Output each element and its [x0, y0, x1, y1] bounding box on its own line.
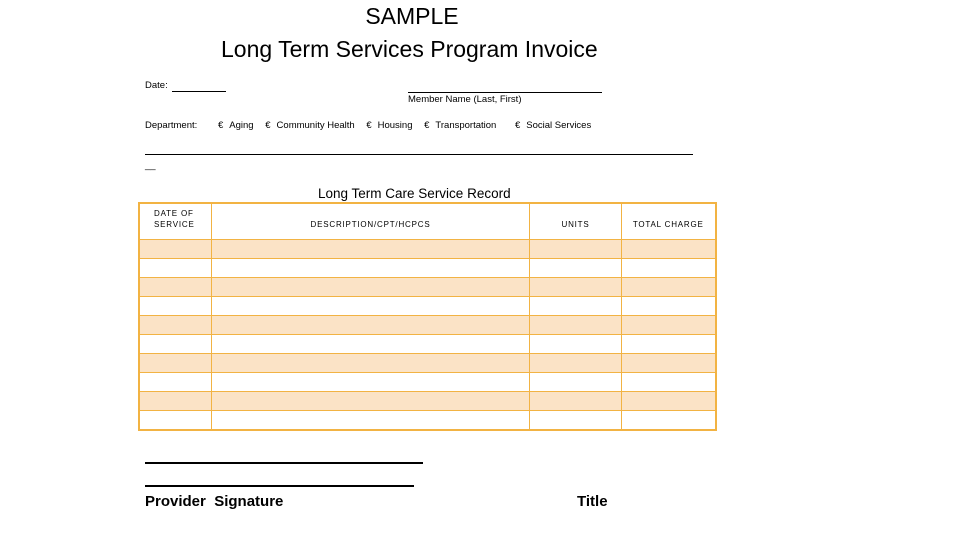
- dept-option-label: Aging: [229, 120, 254, 131]
- total-charge-cell[interactable]: [622, 335, 716, 354]
- col-header-units: UNITS: [530, 203, 622, 240]
- units-cell[interactable]: [530, 240, 622, 259]
- col-header-description: DESCRIPTION/CPT/HCPCS: [212, 203, 530, 240]
- table-row: [139, 411, 716, 431]
- units-cell[interactable]: [530, 259, 622, 278]
- provider-signature-label: Provider Signature: [145, 493, 284, 510]
- total-charge-cell[interactable]: [622, 354, 716, 373]
- total-charge-cell[interactable]: [622, 411, 716, 431]
- date-cell[interactable]: [139, 297, 212, 316]
- title-label: Title: [577, 493, 608, 510]
- col-header-date: DATE OF SERVICE: [139, 203, 212, 240]
- member-name-caption: Member Name (Last, First): [408, 94, 522, 105]
- stray-underscore: __: [145, 160, 156, 171]
- checkbox-icon[interactable]: €: [218, 120, 224, 131]
- table-row: [139, 297, 716, 316]
- description-cell[interactable]: [212, 259, 530, 278]
- units-cell[interactable]: [530, 392, 622, 411]
- dept-option-aging[interactable]: [218, 120, 254, 131]
- table-row: [139, 278, 716, 297]
- table-header-row: [139, 203, 716, 240]
- total-charge-cell[interactable]: [622, 240, 716, 259]
- table-row: [139, 240, 716, 259]
- sample-heading: SAMPLE: [365, 3, 459, 29]
- total-charge-cell[interactable]: [622, 259, 716, 278]
- units-cell[interactable]: [530, 316, 622, 335]
- col-header-total-charge: TOTAL CHARGE: [622, 203, 716, 240]
- description-cell[interactable]: [212, 411, 530, 431]
- date-cell[interactable]: [139, 240, 212, 259]
- dept-option-transportation[interactable]: [424, 120, 496, 131]
- dept-option-label: Community Health: [276, 120, 355, 131]
- table-row: [139, 335, 716, 354]
- total-charge-cell[interactable]: [622, 297, 716, 316]
- date-blank[interactable]: [172, 80, 226, 92]
- description-cell[interactable]: [212, 335, 530, 354]
- dept-option-social-services[interactable]: [515, 120, 591, 131]
- description-cell[interactable]: [212, 278, 530, 297]
- total-charge-cell[interactable]: [622, 278, 716, 297]
- member-name-line[interactable]: [408, 92, 602, 93]
- checkbox-icon[interactable]: €: [366, 120, 372, 131]
- checkbox-icon[interactable]: €: [514, 120, 521, 131]
- table-row: [139, 373, 716, 392]
- total-charge-cell[interactable]: [622, 392, 716, 411]
- description-cell[interactable]: [212, 240, 530, 259]
- units-cell[interactable]: [530, 297, 622, 316]
- dept-option-label: Transportation: [435, 120, 497, 131]
- date-cell[interactable]: [139, 278, 212, 297]
- description-cell[interactable]: [212, 354, 530, 373]
- description-cell[interactable]: [212, 373, 530, 392]
- dept-option-label: Social Services: [526, 120, 592, 131]
- date-cell[interactable]: [139, 335, 212, 354]
- date-cell[interactable]: [139, 316, 212, 335]
- dept-option-community-health[interactable]: [265, 120, 354, 131]
- description-cell[interactable]: [212, 392, 530, 411]
- checkbox-icon[interactable]: €: [265, 120, 271, 131]
- date-row: [145, 80, 226, 92]
- table-row: [139, 354, 716, 373]
- table-row: [139, 316, 716, 335]
- date-cell[interactable]: [139, 411, 212, 431]
- dept-option-label: Housing: [377, 120, 413, 131]
- department-options: [218, 120, 600, 131]
- total-charge-cell[interactable]: [622, 316, 716, 335]
- units-cell[interactable]: [530, 411, 622, 431]
- units-cell[interactable]: [530, 354, 622, 373]
- section-divider: [145, 154, 693, 155]
- page-title: Long Term Services Program Invoice: [221, 36, 598, 62]
- department-label: Department:: [145, 120, 198, 131]
- description-cell[interactable]: [212, 316, 530, 335]
- signature-line-2[interactable]: [145, 485, 414, 487]
- signature-line-1[interactable]: [145, 462, 423, 464]
- table-row: [139, 392, 716, 411]
- date-cell[interactable]: [139, 354, 212, 373]
- date-cell[interactable]: [139, 392, 212, 411]
- table-row: [139, 259, 716, 278]
- description-cell[interactable]: [212, 297, 530, 316]
- service-record-table: [138, 202, 717, 431]
- units-cell[interactable]: [530, 373, 622, 392]
- checkbox-icon[interactable]: €: [424, 120, 430, 131]
- units-cell[interactable]: [530, 335, 622, 354]
- date-cell[interactable]: [139, 259, 212, 278]
- units-cell[interactable]: [530, 278, 622, 297]
- dept-option-housing[interactable]: [366, 120, 412, 131]
- record-title: Long Term Care Service Record: [318, 186, 511, 201]
- total-charge-cell[interactable]: [622, 373, 716, 392]
- date-cell[interactable]: [139, 373, 212, 392]
- date-label: Date:: [145, 80, 168, 91]
